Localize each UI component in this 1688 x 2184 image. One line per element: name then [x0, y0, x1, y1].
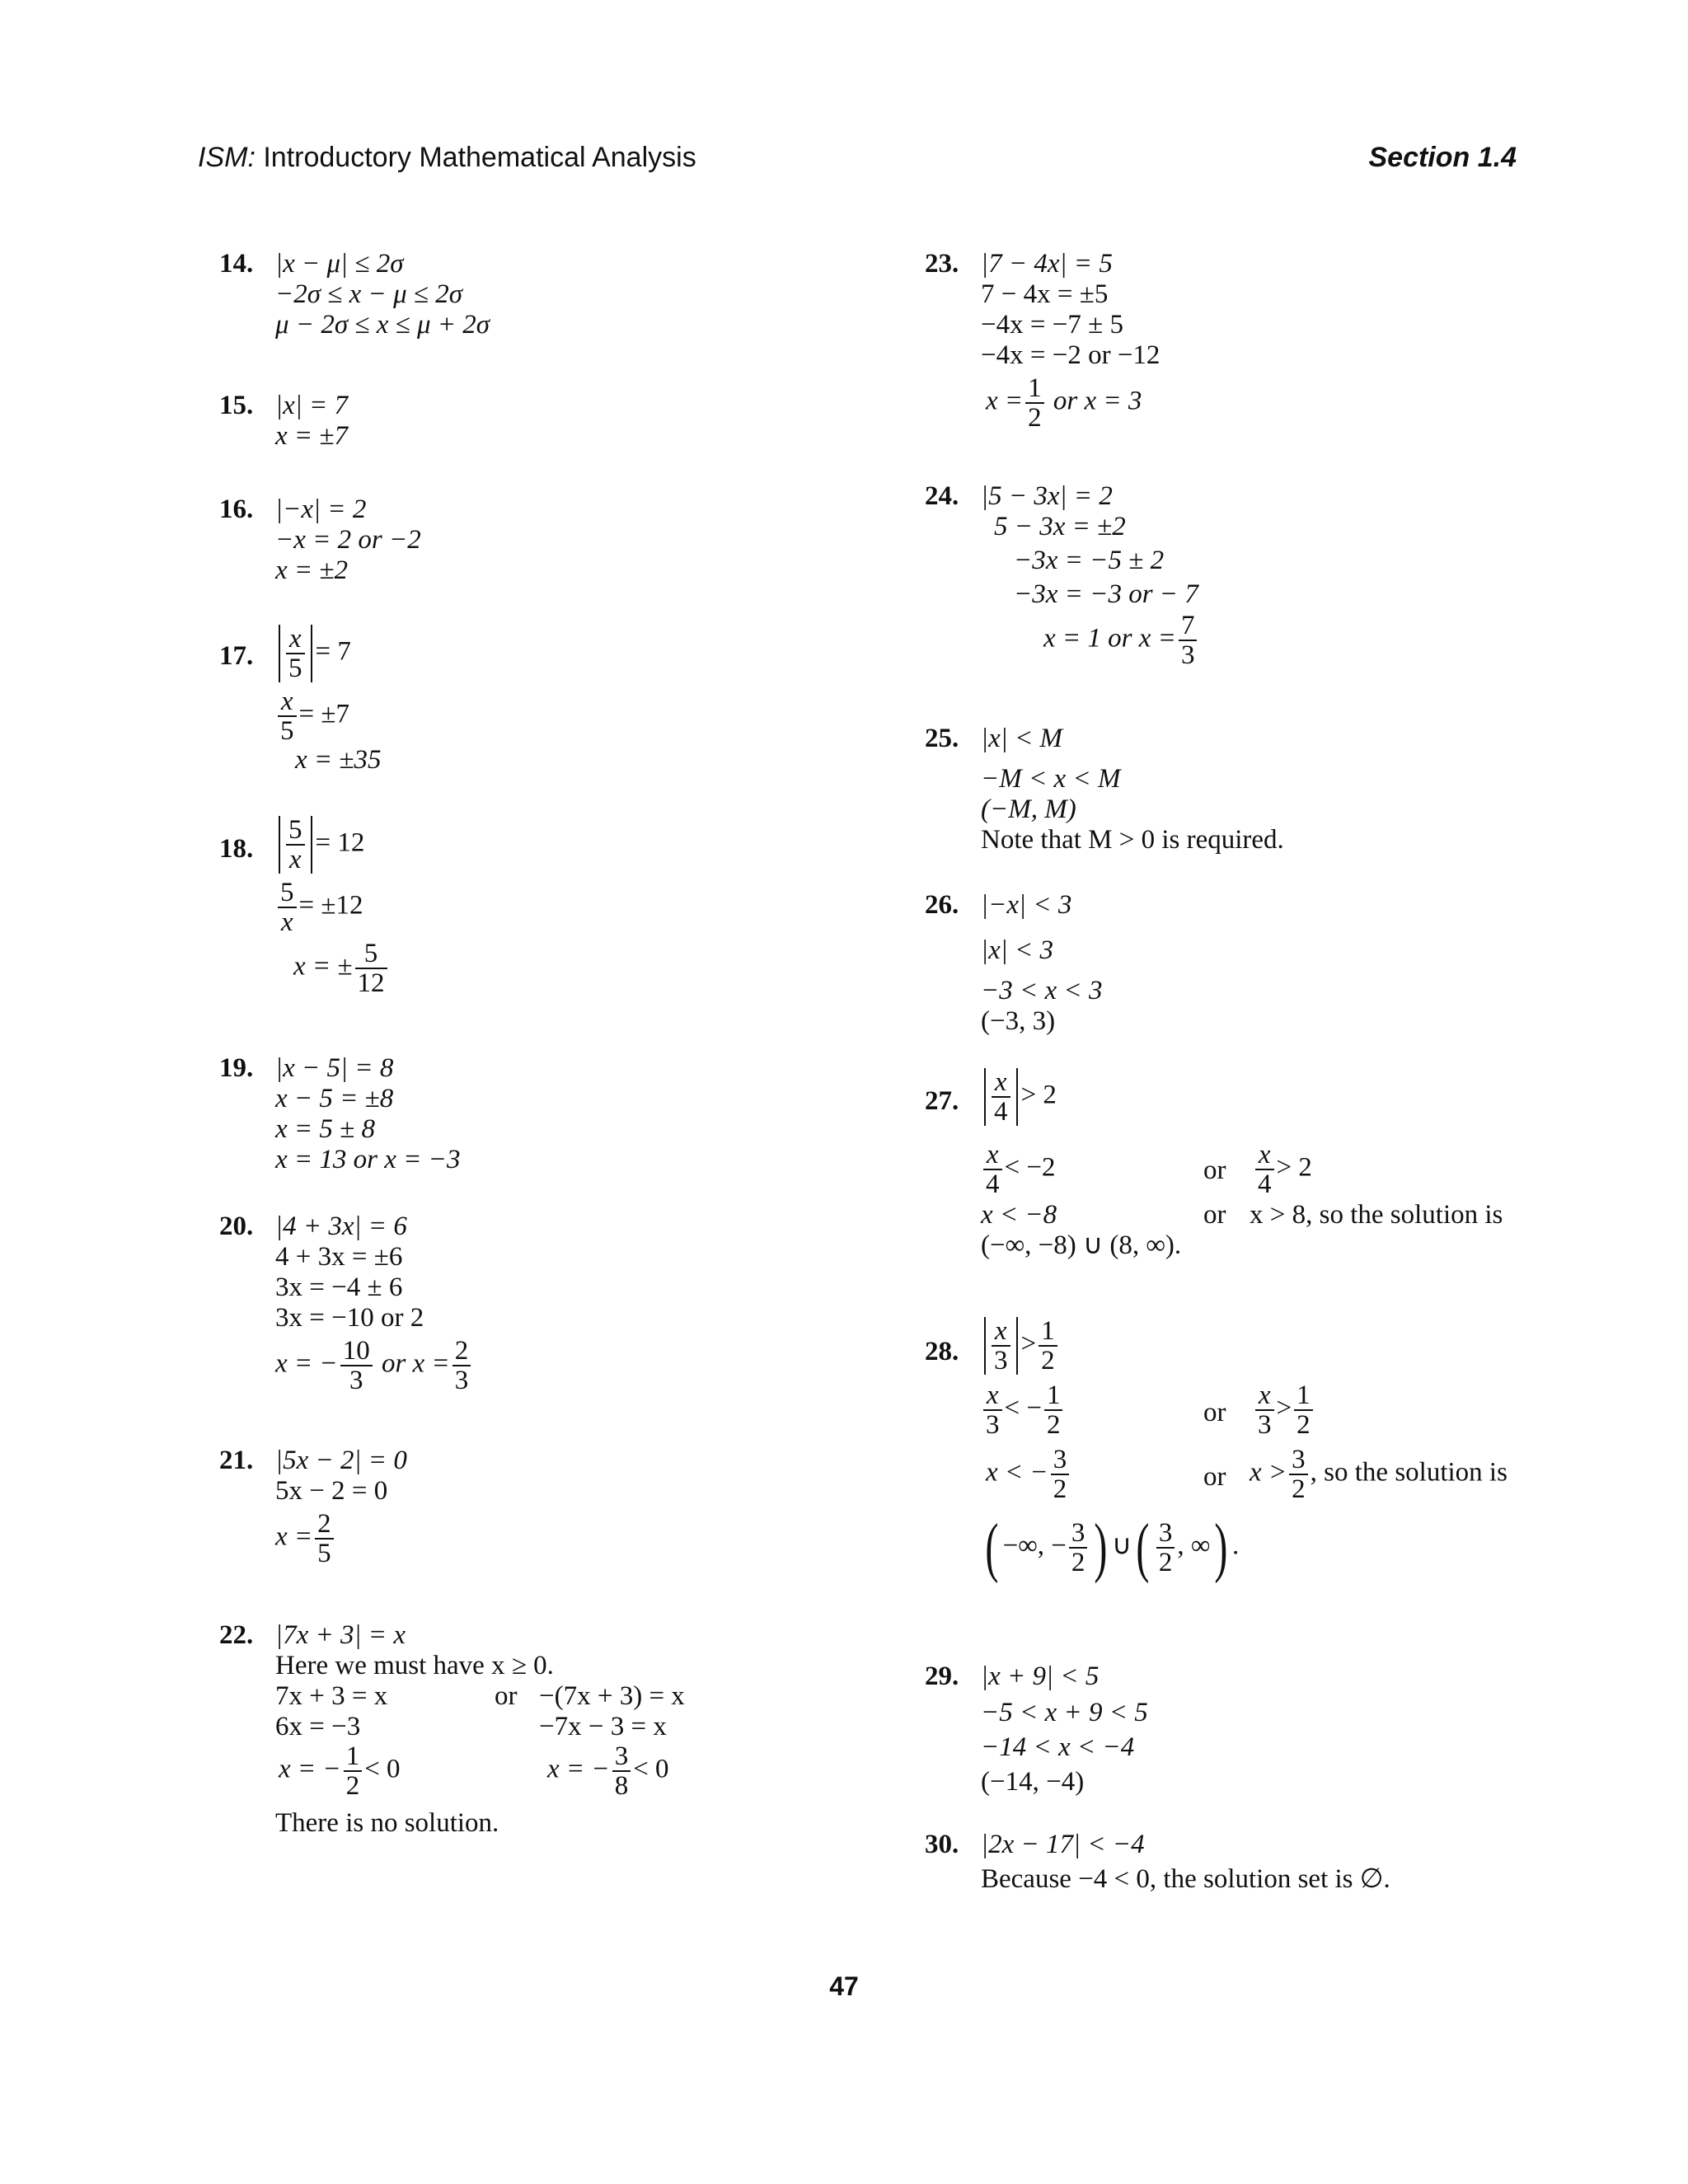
problem-number: 27. — [925, 1086, 959, 1116]
text-line: Here we must have x ≥ 0. — [275, 1651, 554, 1680]
numerator: 1 — [1044, 1381, 1063, 1411]
equation-rhs: > 2 — [1276, 1152, 1312, 1183]
problem-number: 21. — [219, 1446, 254, 1475]
problem-number: 26. — [925, 890, 959, 920]
text-line: Note that M > 0 is required. — [981, 825, 1284, 855]
equation-rhs: < −2 — [1004, 1152, 1056, 1183]
problem-number: 28. — [925, 1337, 959, 1366]
denominator: x — [288, 845, 302, 874]
equation-line: x = ±35 — [295, 745, 382, 775]
equation-line: |x| = 7 — [275, 391, 349, 420]
or-label: or — [1203, 1398, 1226, 1427]
denominator: 2 — [1046, 1410, 1061, 1440]
equation-line: x = 13 or x = −3 — [275, 1145, 461, 1174]
numerator: x — [286, 625, 305, 654]
equation-line: −x = 2 or −2 — [275, 525, 421, 555]
equation-lhs: x = 1 or x = — [1043, 623, 1176, 654]
equation-text: or x = — [381, 1348, 450, 1379]
denominator: 3 — [454, 1366, 469, 1395]
equation-line: 7 − 4x = ±5 — [981, 279, 1109, 309]
absolute-value — [984, 1068, 1018, 1126]
equation-line: |x − μ| ≤ 2σ — [275, 249, 404, 279]
numerator: x — [983, 1381, 1002, 1411]
or-label: or — [495, 1681, 518, 1711]
denominator: 3 — [1258, 1410, 1272, 1440]
denominator: 2 — [1292, 1474, 1306, 1504]
text-line: Because −4 < 0, the solution set is ∅. — [981, 1864, 1390, 1894]
equation-line: |x − 5| = 8 — [275, 1053, 394, 1083]
numerator: 5 — [286, 816, 305, 846]
numerator: 3 — [1156, 1519, 1175, 1549]
numerator: 10 — [340, 1337, 373, 1366]
denominator: 2 — [1296, 1410, 1311, 1440]
equation-line: x = 5 ± 8 — [275, 1114, 376, 1144]
equation-line: |x + 9| < 5 — [981, 1661, 1100, 1691]
equation-line: −3x = −5 ± 2 — [1014, 546, 1165, 575]
numerator: 3 — [1051, 1446, 1070, 1475]
equation-lhs: x = ± — [293, 951, 353, 982]
equation-text: −(7x + 3) = x — [539, 1681, 685, 1711]
period: . — [1232, 1530, 1240, 1561]
denominator: 3 — [986, 1410, 1000, 1440]
right-paren-glyph: ) — [1214, 1511, 1228, 1584]
denominator: 2 — [1071, 1548, 1085, 1577]
header-title: Introductory Mathematical Analysis — [263, 142, 696, 173]
equation-line: |−x| < 3 — [981, 890, 1072, 920]
equation-line: −4x = −7 ± 5 — [981, 310, 1123, 340]
equation-line: 3x = −10 or 2 — [275, 1303, 424, 1333]
equation-line: −M < x < M — [981, 764, 1121, 794]
numerator: x — [278, 687, 297, 717]
numerator: x — [992, 1068, 1010, 1098]
interval-text: −∞, − — [1002, 1530, 1067, 1561]
equation-text: x < −8 — [981, 1200, 1057, 1230]
equation-line: |5 − 3x| = 2 — [981, 481, 1113, 511]
equation-text: > — [1020, 1329, 1037, 1359]
equation-lhs: x > — [1250, 1457, 1287, 1488]
numerator: x — [1255, 1141, 1274, 1170]
equation-line: −14 < x < −4 — [981, 1732, 1135, 1762]
running-header-section: Section 1.4 — [1368, 142, 1517, 173]
text-line: There is no solution. — [275, 1808, 499, 1838]
or-label: or — [1203, 1200, 1226, 1230]
denominator: 5 — [288, 654, 302, 683]
right-paren-glyph: ) — [1094, 1511, 1108, 1584]
equation-text: 7x + 3 = x — [275, 1681, 388, 1711]
problem-number: 30. — [925, 1830, 959, 1859]
denominator: 5 — [317, 1539, 331, 1568]
numerator: 3 — [1289, 1446, 1308, 1475]
numerator: x — [992, 1317, 1010, 1347]
numerator: 2 — [315, 1510, 334, 1540]
numerator: 5 — [355, 940, 387, 969]
problem-number: 20. — [219, 1212, 254, 1241]
page-number: 47 — [829, 1971, 859, 2001]
denominator: 4 — [994, 1097, 1008, 1127]
numerator: 7 — [1179, 612, 1198, 641]
problem-number: 29. — [925, 1661, 959, 1691]
denominator: 3 — [1180, 640, 1195, 670]
equation-lhs: x = − — [275, 1348, 338, 1379]
denominator: 2 — [345, 1771, 360, 1801]
denominator: 3 — [349, 1366, 363, 1395]
equation-line: (−∞, −8) ∪ (8, ∞). — [981, 1230, 1182, 1260]
equation-text: > — [1276, 1393, 1292, 1423]
problem-number: 16. — [219, 494, 254, 524]
equation-line: 5x − 2 = 0 — [275, 1476, 388, 1506]
or-label: or — [1203, 1155, 1226, 1185]
denominator: x — [280, 907, 293, 937]
left-paren-glyph: ( — [1136, 1511, 1150, 1584]
equation-line: |7x + 3| = x — [275, 1620, 406, 1650]
numerator: 2 — [452, 1337, 471, 1366]
equation-line: x = ±2 — [275, 555, 349, 585]
problem-number: 15. — [219, 391, 254, 420]
numerator: 5 — [278, 879, 297, 908]
problem-number: 14. — [219, 249, 254, 279]
denominator: 12 — [357, 968, 385, 998]
problem-number: 22. — [219, 1620, 254, 1650]
absolute-value — [279, 625, 312, 682]
equation-lhs: x = — [986, 386, 1024, 416]
equation-rhs: = 12 — [315, 827, 365, 858]
problem-number: 17. — [219, 641, 254, 671]
problem-number: 18. — [219, 834, 254, 864]
equation-line: −5 < x + 9 < 5 — [981, 1698, 1148, 1727]
equation-text: < 0 — [633, 1754, 669, 1784]
equation-rhs: = 7 — [315, 636, 351, 667]
denominator: 2 — [1053, 1474, 1067, 1504]
equation-text: x > 8, so the solution is — [1250, 1200, 1503, 1230]
equation-line: (−M, M) — [981, 794, 1076, 824]
denominator: 8 — [614, 1771, 629, 1801]
equation-line: |2x − 17| < −4 — [981, 1830, 1145, 1859]
problem-number: 24. — [925, 481, 959, 511]
equation-line: 3x = −4 ± 6 — [275, 1272, 403, 1302]
equation-rhs: > 2 — [1020, 1080, 1057, 1110]
equation-line: |x| < 3 — [981, 935, 1054, 965]
equation-text: 6x = −3 — [275, 1712, 361, 1741]
equation-line: x = ±7 — [275, 421, 349, 451]
or-label: or — [1203, 1462, 1226, 1492]
equation-line: −2σ ≤ x − μ ≤ 2σ — [275, 279, 463, 309]
header-label: ISM: — [198, 142, 256, 173]
denominator: 2 — [1158, 1548, 1173, 1577]
denominator: 2 — [1028, 403, 1042, 433]
numerator: 3 — [1069, 1519, 1088, 1549]
problem-number: 23. — [925, 249, 959, 279]
problem-number: 19. — [219, 1053, 254, 1083]
equation-text: or x = 3 — [1053, 386, 1142, 416]
equation-line: −4x = −2 or −12 — [981, 340, 1160, 370]
numerator: 1 — [344, 1742, 363, 1772]
equation-line: μ − 2σ ≤ x ≤ μ + 2σ — [275, 310, 490, 340]
equation-rhs: = ±12 — [298, 890, 363, 921]
equation-text: , so the solution is — [1310, 1457, 1507, 1488]
equation-line: |5x − 2| = 0 — [275, 1446, 407, 1475]
equation-lhs: x = − — [547, 1754, 610, 1784]
equation-line: (−3, 3) — [981, 1006, 1056, 1036]
equation-lhs: x = − — [279, 1754, 341, 1784]
equation-rhs: = ±7 — [298, 699, 349, 729]
problem-number: 25. — [925, 724, 959, 753]
equation-line: |7 − 4x| = 5 — [981, 249, 1113, 279]
denominator: 5 — [280, 716, 294, 746]
left-paren-glyph: ( — [985, 1511, 999, 1584]
equation-text: < − — [1004, 1393, 1042, 1423]
equation-text: < 0 — [364, 1754, 401, 1784]
numerator: 1 — [1025, 374, 1044, 404]
numerator: x — [983, 1141, 1002, 1170]
equation-line: −3x = −3 or − 7 — [1014, 579, 1198, 609]
interval-text: , ∞ — [1177, 1530, 1211, 1561]
denominator: 4 — [1258, 1169, 1272, 1199]
equation-line: (−14, −4) — [981, 1767, 1085, 1797]
equation-line: −3 < x < 3 — [981, 976, 1103, 1005]
numerator: 3 — [612, 1742, 631, 1772]
running-header-left — [198, 142, 696, 174]
denominator: 4 — [986, 1169, 1000, 1199]
equation-line: |4 + 3x| = 6 — [275, 1212, 407, 1241]
absolute-value — [279, 816, 312, 874]
numerator: 1 — [1039, 1317, 1057, 1347]
numerator: x — [1255, 1381, 1274, 1411]
equation-line: 4 + 3x = ±6 — [275, 1242, 403, 1272]
denominator: 3 — [994, 1346, 1008, 1376]
equation-line: |x| < M — [981, 724, 1063, 753]
numerator: 1 — [1294, 1381, 1313, 1411]
equation-lhs: x < − — [986, 1457, 1048, 1488]
denominator: 2 — [1041, 1346, 1055, 1376]
equation-lhs: x = — [275, 1521, 313, 1552]
equation-line: 5 − 3x = ±2 — [994, 512, 1126, 541]
equation-text: −7x − 3 = x — [539, 1712, 667, 1741]
equation-line: x − 5 = ±8 — [275, 1084, 394, 1113]
equation-line: |−x| = 2 — [275, 494, 367, 524]
absolute-value — [984, 1317, 1018, 1375]
union-symbol: ∪ — [1112, 1530, 1132, 1561]
